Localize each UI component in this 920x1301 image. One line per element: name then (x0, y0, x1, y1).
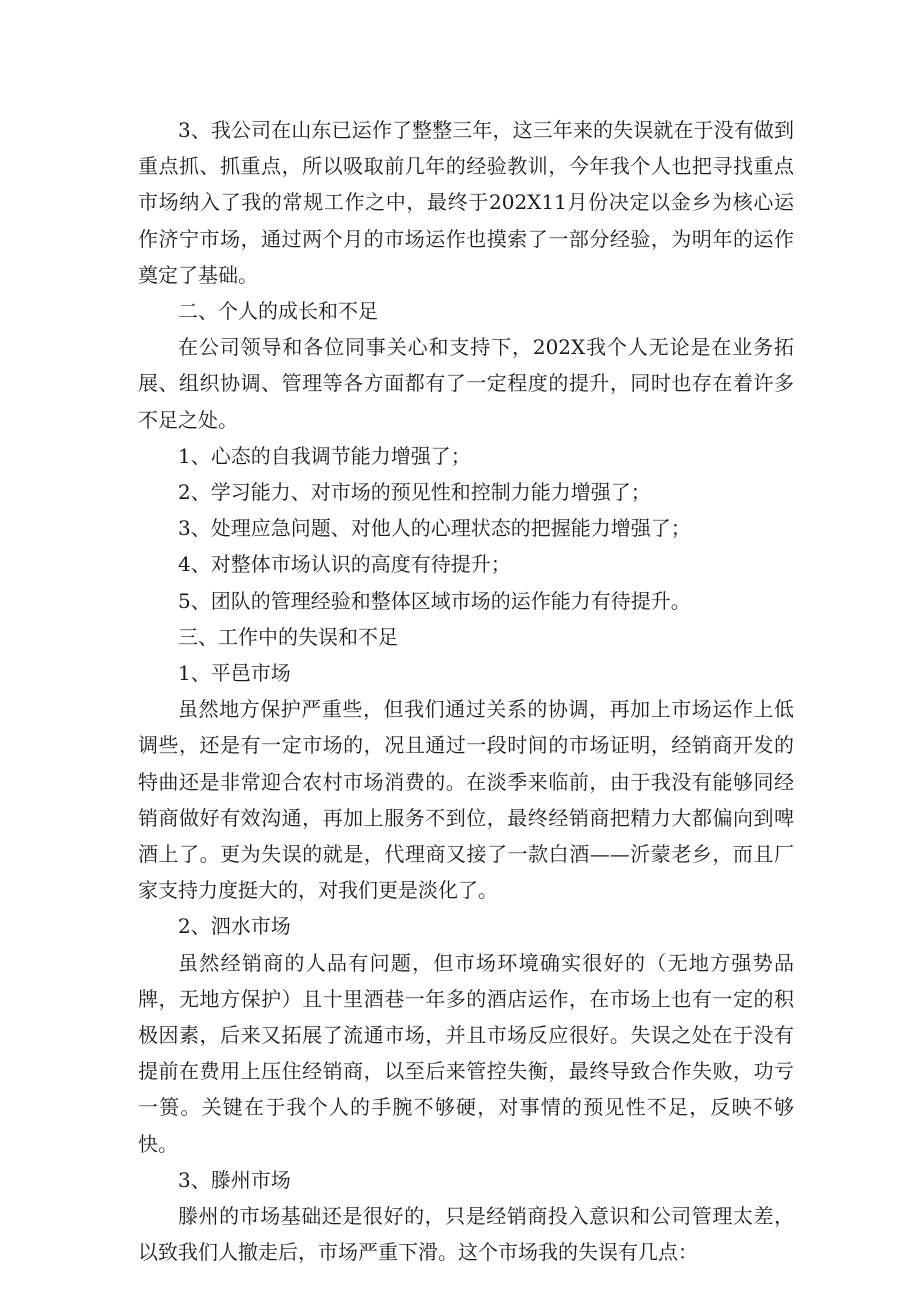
section-heading-mistakes: 三、工作中的失误和不足 (178, 624, 398, 649)
subheading-pingyi-market: 1、平邑市场 (178, 661, 291, 686)
section-heading-personal-growth: 二、个人的成长和不足 (178, 299, 378, 324)
list-item-growth-5: 5、团队的管理经验和整体区域市场的运作能力有待提升。 (178, 588, 691, 613)
list-item-growth-1: 1、心态的自我调节能力增强了； (178, 443, 471, 468)
document-body (138, 112, 794, 1271)
list-item-growth-3: 3、处理应急问题、对他人的心理状态的把握能力增强了； (178, 516, 691, 541)
subheading-sishui-market: 2、泗水市场 (178, 914, 291, 939)
paragraph-personal-growth-intro: 在公司领导和各位同事关心和支持下，202X我个人无论是在业务拓展、组织协调、管理等各方面都有了一定程度的提升，同时也存在着许多不足之处。 (138, 335, 794, 432)
list-item-growth-4: 4、对整体市场认识的高度有待提升； (178, 552, 511, 577)
list-item-growth-2: 2、学习能力、对市场的预见性和控制力能力增强了； (178, 480, 651, 505)
paragraph-tengzhou-market: 滕州的市场基础还是很好的，只是经销商投入意识和公司管理太差，以致我们人撤走后，市场严重下滑。这个市场我的失误有几点： (138, 1204, 794, 1265)
subheading-tengzhou-market: 3、滕州市场 (178, 1167, 291, 1192)
paragraph-shandong-operation: 3、我公司在山东已运作了整整三年，这三年来的失误就在于没有做到重点抓、抓重点，所以吸取前几年的经验教训，今年我个人也把寻找重点市场纳入了我的常规工作之中，最终于202X11月份决定以金乡为核心运作济宁市场，通过两个月的市场运作也摸索了一部分经验，为明年的运作奠定了基础。 (138, 118, 794, 287)
paragraph-sishui-market: 虽然经销商的人品有问题，但市场环境确实很好的（无地方强势品牌，无地方保护）且十里酒巷一年多的酒店运作，在市场上也有一定的积极因素，后来又拓展了流通市场，并且市场反应很好。失误之处在于没有提前在费用上压住经销商，以至后来管控失衡，最终导致合作失败，功亏一篑。关键在于我个人的手腕不够硬，对事情的预见性不足，反映不够快。 (138, 950, 794, 1156)
paragraph-pingyi-market: 虽然地方保护严重些，但我们通过关系的协调，再加上市场运作上低调些，还是有一定市场的，况且通过一段时间的市场证明，经销商开发的特曲还是非常迎合农村市场消费的。在淡季来临前，由于我没有能够同经销商做好有效沟通，再加上服务不到位，最终经销商把精力大都偏向到啤酒上了。更为失误的就是，代理商又接了一款白酒——沂蒙老乡，而且厂家支持力度挺大的，对我们更是淡化了。 (138, 697, 794, 903)
